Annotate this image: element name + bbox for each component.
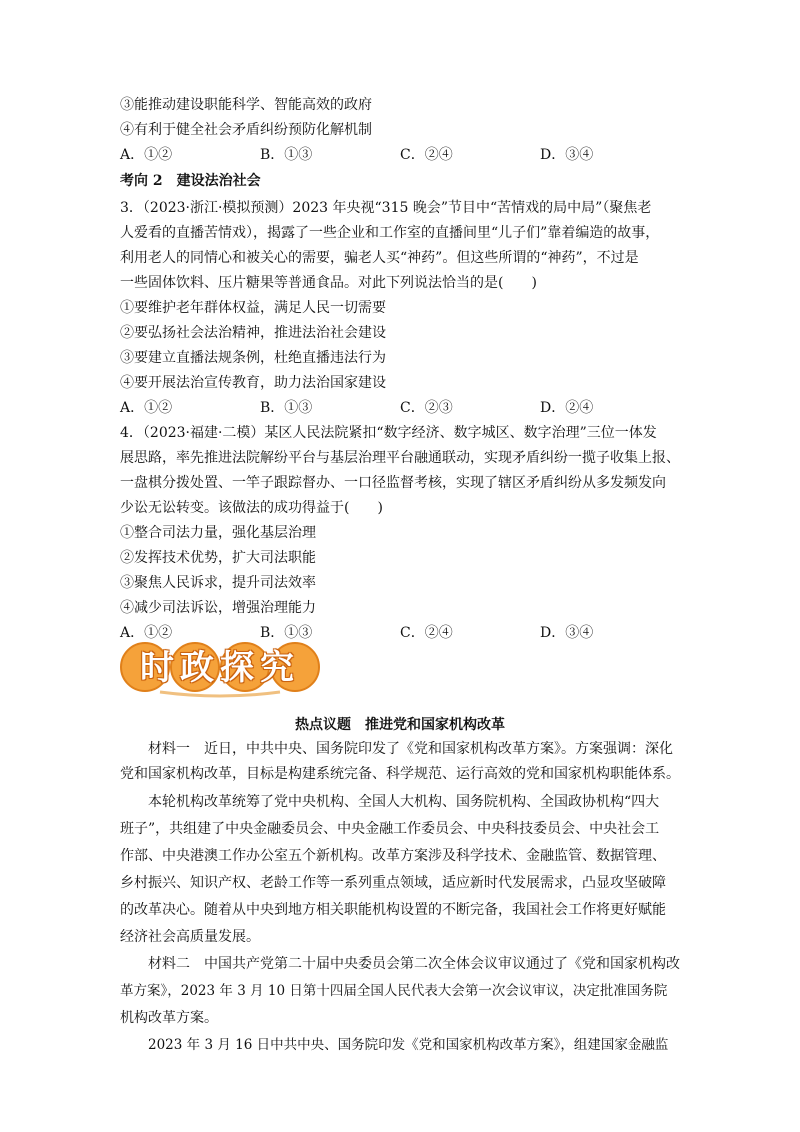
material-line-7: 的改革决心。随着从中央到地方相关职能机构设置的不断完备，我国社会工作将更好赋能: [120, 902, 666, 918]
q3-statement-2: ②要弘扬社会法治精神，推进法治社会建设: [120, 325, 386, 341]
q3-line-1: 3．（2023·浙江·模拟预测）2023 年央视“315 晚会”节目中“苦情戏的局中局”（聚焦老: [120, 200, 652, 216]
q4-line-4: 少讼无讼转变。该做法的成功得益于( ): [120, 500, 383, 516]
option-a: A．①②: [120, 625, 173, 641]
material-line-8: 经济社会高质量发展。: [120, 929, 260, 945]
option-d: D．②④: [540, 400, 594, 416]
statement-3: ③能推动建设职能科学、智能高效的政府: [120, 97, 372, 113]
q4-statement-1: ①整合司法力量，强化基层治理: [120, 525, 316, 541]
statement-4: ④有利于健全社会矛盾纠纷预防化解机制: [120, 122, 372, 138]
material-line-3: 本轮机构改革统筹了党中央机构、全国人大机构、国务院机构、全国政协机构“四大: [148, 794, 660, 810]
material-line-11: 机构改革方案。: [120, 1010, 218, 1026]
q4-line-1: 4．（2023·福建·二模）某区人民法院紧扣“数字经济、数字城区、数字治理”三位一体发: [120, 425, 657, 441]
q4-statement-2: ②发挥技术优势，扩大司法职能: [120, 550, 316, 566]
hot-topic-title: 热点议题 推进党和国家机构改革: [295, 717, 505, 733]
q3-statement-1: ①要维护老年群体权益，满足人民一切需要: [120, 300, 386, 316]
q3-statement-3: ③要建立直播法规条例，杜绝直播违法行为: [120, 350, 386, 366]
option-c: C．②④: [400, 147, 453, 163]
option-d: D．③④: [540, 625, 594, 641]
q3-options: [120, 399, 680, 417]
option-b: B．①③: [260, 147, 313, 163]
option-a: A．①②: [120, 147, 173, 163]
q3-line-4: 一些固体饮料、压片糖果等普通食品。对此下列说法恰当的是( ): [120, 275, 537, 291]
material-line-4: 班子”，共组建了中央金融委员会、中央金融工作委员会、中央科技委员会、中央社会工: [120, 821, 660, 837]
option-c: C．②③: [400, 400, 453, 416]
q4-statement-3: ③聚焦人民诉求，提升司法效率: [120, 575, 316, 591]
section-banner: [120, 640, 320, 698]
material-line-1: 材料一 近日，中共中央、国务院印发了《党和国家机构改革方案》。方案强调：深化: [148, 741, 673, 757]
option-b: B．①③: [260, 400, 313, 416]
q4-line-3: 一盘棋分拨处置、一竿子跟踪督办、一口径监督考核，实现了辖区矛盾纠纷从多发频发向: [120, 475, 666, 491]
option-d: D．③④: [540, 147, 594, 163]
q3-statement-4: ④要开展法治宣传教育，助力法治国家建设: [120, 375, 386, 391]
q4-statement-4: ④减少司法诉讼，增强治理能力: [120, 600, 316, 616]
option-a: A．①②: [120, 400, 173, 416]
q3-line-3: 利用老人的同情心和被关心的需要，骗老人买“神药”。但这些所谓的“神药”，不过是: [120, 250, 639, 266]
answer-options: [120, 146, 680, 164]
material-line-6: 乡村振兴、知识产权、老龄工作等一系列重点领域，适应新时代发展需求，凸显攻坚破障: [120, 875, 666, 891]
option-c: C．②④: [400, 625, 453, 641]
material-line-5: 作部、中央港澳工作办公室五个新机构。改革方案涉及科学技术、金融监管、数据管理、: [120, 848, 666, 864]
material-line-9: 材料二 中国共产党第二十届中央委员会第二次全体会议审议通过了《党和国家机构改: [148, 956, 680, 972]
q4-line-2: 展思路，率先推进法院解纷平台与基层治理平台融通联动，实现矛盾纠纷一揽子收集上报、: [120, 450, 680, 466]
option-b: B．①③: [260, 625, 313, 641]
section-heading: 考向 2 建设法治社会: [120, 173, 261, 189]
material-line-12: 2023 年 3 月 16 日中共中央、国务院印发《党和国家机构改革方案》，组建国家金融监: [148, 1037, 669, 1053]
material-line-10: 革方案》，2023 年 3 月 10 日第十四届全国人民代表大会第一次会议审议，决定批准国务院: [120, 983, 668, 999]
banner-title: 时政探究: [140, 648, 300, 688]
material-line-2: 党和国家机构改革，目标是构建系统完备、科学规范、运行高效的党和国家机构职能体系。: [120, 766, 680, 782]
q3-line-2: 人爱看的直播苦情戏），揭露了一些企业和工作室的直播间里“儿子们”靠着编造的故事，: [120, 225, 660, 241]
